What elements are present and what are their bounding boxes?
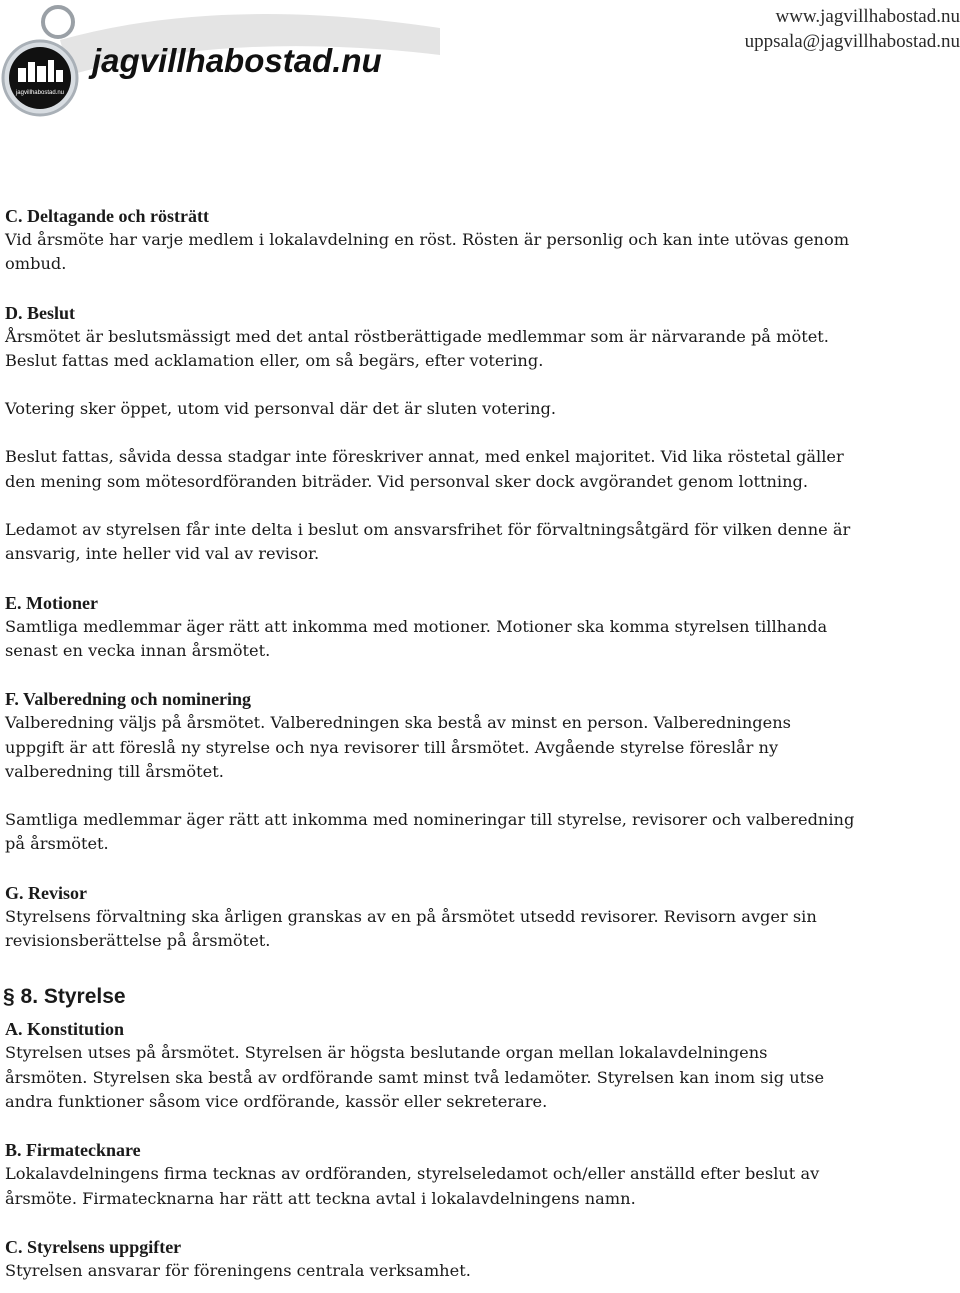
logo-wordmark: jagvillhabostad.nu <box>92 42 382 79</box>
chapter-8-c-heading: C. Styrelsens uppgifter <box>5 1236 182 1257</box>
section-g-heading: G. Revisor <box>5 882 87 903</box>
section-f-paragraph-2: Samtliga medlemmar äger rätt att inkomma med nomineringar till styrelse, revisorer och valberedning på årsmötet. <box>5 810 855 854</box>
section-f-paragraph-1: Valberedning väljs på årsmötet. Valberedningen ska bestå av minst en person. Valberedningens uppgift är att föreslå ny styrelse och nya revisorer till årsmötet. Avgående styrelse föreslår ny valberedning till årsmötet. <box>5 713 791 781</box>
jagvillhabostad-logo <box>0 0 480 130</box>
section-d-paragraph-3: Beslut fattas, såvida dessa stadgar inte föreskriver annat, med enkel majoritet. Vid lika röstetal gäller den mening som mötesordföranden biträder. Vid personval sker dock avgörandet genom lottning. <box>5 447 844 491</box>
section-d-paragraph-2: Votering sker öppet, utom vid personval där det är sluten votering. <box>5 399 556 419</box>
website-link[interactable]: www.jagvillhabostad.nu <box>775 6 960 27</box>
chapter-8-b-heading: B. Firmatecknare <box>5 1140 141 1161</box>
keyring-icon <box>43 7 73 37</box>
section-e-heading: E. Motioner <box>5 592 98 613</box>
section-c-paragraph: Vid årsmöte har varje medlem i lokalavdelning en röst. Rösten är personlig och kan inte utövas genom ombud. <box>5 230 850 274</box>
chapter-8-b-paragraph: Lokalavdelningens firma tecknas av ordföranden, styrelseledamot och/eller anställd efter beslut av årsmöte. Firmatecknarna har rätt att teckna avtal i lokalavdelningens namn. <box>5 1164 820 1208</box>
section-c-heading: C. Deltagande och rösträtt <box>5 206 209 226</box>
chapter-8-a-heading: A. Konstitution <box>5 1019 125 1040</box>
section-d-paragraph-4: Ledamot av styrelsen får inte delta i beslut om ansvarsfrihet för förvaltningsåtgärd för vilken denne är ansvarig, inte heller vid val av revisor. <box>5 520 851 564</box>
section-f-heading: F. Valberedning och nominering <box>5 689 252 710</box>
svg-text:jagvillhabostad.nu: jagvillhabostad.nu <box>15 90 65 96</box>
contact-info <box>745 4 960 54</box>
page-header <box>0 0 960 130</box>
section-g-paragraph: Styrelsens förvaltning ska årligen granskas av en på årsmötet utsedd revisorer. Revisorn avger sin revisionsberättelse på årsmötet. <box>5 906 817 951</box>
chapter-8-c-paragraph: Styrelsen ansvarar för föreningens centrala verksamhet. <box>5 1260 471 1280</box>
email-link[interactable]: uppsala@jagvillhabostad.nu <box>744 31 960 52</box>
chapter-8-a-paragraph: Styrelsen utses på årsmötet. Styrelsen är högsta beslutande organ mellan lokalavdelningens årsmöten. Styrelsen ska bestå av ordförande samt minst två ledamöter. Styrelsen kan inom sig utse andra funktioner såsom vice ordförande, kassör eller sekreterare. <box>5 1043 825 1111</box>
document-body <box>5 204 855 1283</box>
section-d-heading: D. Beslut <box>5 302 76 323</box>
section-e-paragraph: Samtliga medlemmar äger rätt att inkomma med motioner. Motioner ska komma styrelsen tillhanda senast en vecka innan årsmötet. <box>5 616 828 660</box>
section-d-paragraph-1: Årsmötet är beslutsmässigt med det antal röstberättigade medlemmar som är närvarande på mötet. Beslut fattas med acklamation eller, om så begärs, efter votering. <box>5 326 829 370</box>
chapter-8-title: § 8. Styrelse <box>3 985 126 1009</box>
